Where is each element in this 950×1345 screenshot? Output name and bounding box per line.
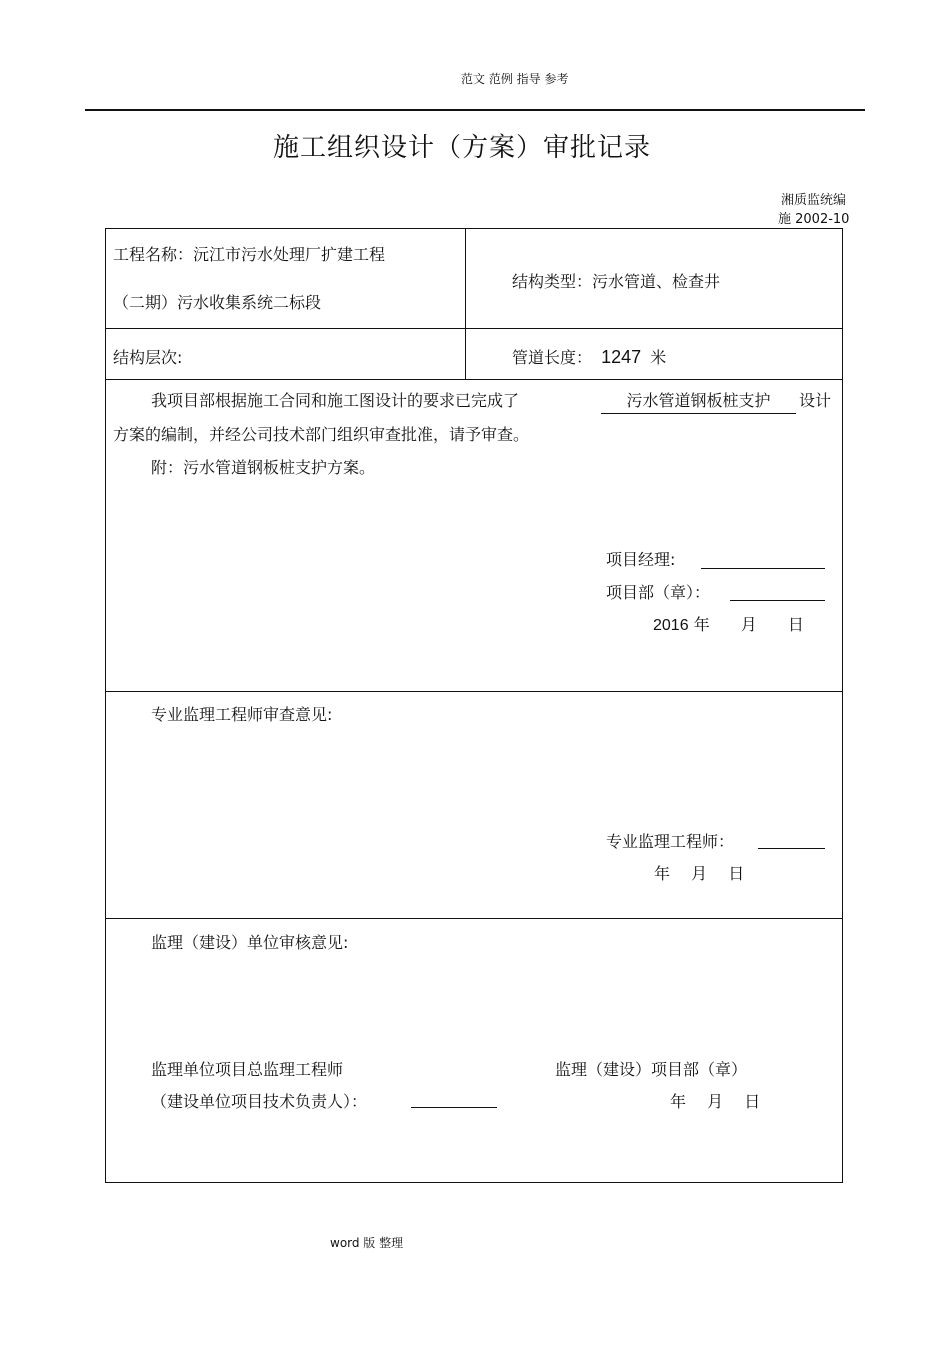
contractor-date (653, 612, 804, 635)
page-header-text: 范文 范例 指导 参考 (461, 72, 569, 86)
project-name-line1 (113, 242, 385, 265)
engineer-sign-label: 专业监理工程师： (606, 832, 735, 851)
project-manager-signature-line[interactable] (701, 568, 825, 569)
supervision-month-char: 月 (707, 1092, 724, 1111)
project-dept-stamp-line[interactable] (730, 600, 825, 601)
row-divider-1 (105, 328, 843, 329)
engineer-month-char: 月 (691, 864, 708, 883)
engineer-date (654, 861, 744, 884)
pipe-length-value: 1247 (601, 347, 642, 367)
supervision-date (670, 1089, 760, 1112)
structure-type-value: 污水管道、检查井 (592, 272, 721, 291)
attachment-note: 附：污水管道钢板桩支护方案。 (151, 458, 376, 477)
project-name-label: 工程名称： (113, 245, 194, 264)
pipe-length (512, 345, 666, 368)
chief-engineer-label-line1: 监理单位项目总监理工程师 (151, 1060, 344, 1079)
engineer-review-heading: 专业监理工程师审查意见: (151, 705, 333, 724)
row-divider-4 (105, 918, 843, 919)
project-manager-label: 项目经理: (606, 550, 676, 569)
contractor-para2: 方案的编制，并经公司技术部门组织审查批准，请予审查。 (113, 425, 530, 444)
contractor-month-char: 月 (740, 615, 757, 634)
page-footer-text: word 版 整理 (330, 1236, 404, 1250)
chief-engineer-signature-line[interactable] (411, 1107, 497, 1108)
column-divider (465, 228, 466, 379)
engineer-year-char: 年 (654, 864, 671, 883)
filled-scheme-text: 污水管道钢板桩支护 (626, 391, 771, 410)
structure-level-label: 结构层次: (113, 348, 183, 367)
supervision-day-char: 日 (744, 1092, 761, 1111)
engineer-signature-line[interactable] (758, 848, 825, 849)
form-code-line2: 施 2002-10 (778, 212, 850, 227)
header-rule (85, 109, 865, 111)
contractor-year-char: 年 (693, 615, 710, 634)
document-title: 施工组织设计（方案）审批记录 (273, 133, 652, 163)
project-name-line2: （二期）污水收集系统二标段 (113, 293, 322, 312)
contractor-date-year: 2016 (653, 617, 689, 634)
supervision-dept-label: 监理（建设）项目部（章） (555, 1060, 748, 1079)
contractor-para1-start: 我项目部根据施工合同和施工图设计的要求已完成了 (151, 391, 520, 410)
filled-scheme-name (601, 388, 796, 414)
contractor-para1-end: 设计 (799, 391, 832, 410)
form-code-line1: 湘质监统编 (781, 193, 847, 208)
row-divider-2 (105, 379, 843, 380)
structure-type-label: 结构类型： (512, 272, 593, 291)
contractor-day-char: 日 (787, 615, 804, 634)
supervision-year-char: 年 (670, 1092, 687, 1111)
row-divider-3 (105, 691, 843, 692)
structure-type (512, 269, 720, 292)
pipe-length-unit: 米 (650, 348, 667, 367)
engineer-day-char: 日 (728, 864, 745, 883)
supervision-review-heading: 监理（建设）单位审核意见: (151, 933, 349, 952)
project-dept-label: 项目部（章）： (606, 583, 711, 602)
pipe-length-label: 管道长度： (512, 348, 593, 367)
project-name-value: 沅江市污水处理厂扩建工程 (193, 245, 386, 264)
chief-engineer-label-line2: （建设单位项目技术负责人）： (151, 1092, 368, 1111)
